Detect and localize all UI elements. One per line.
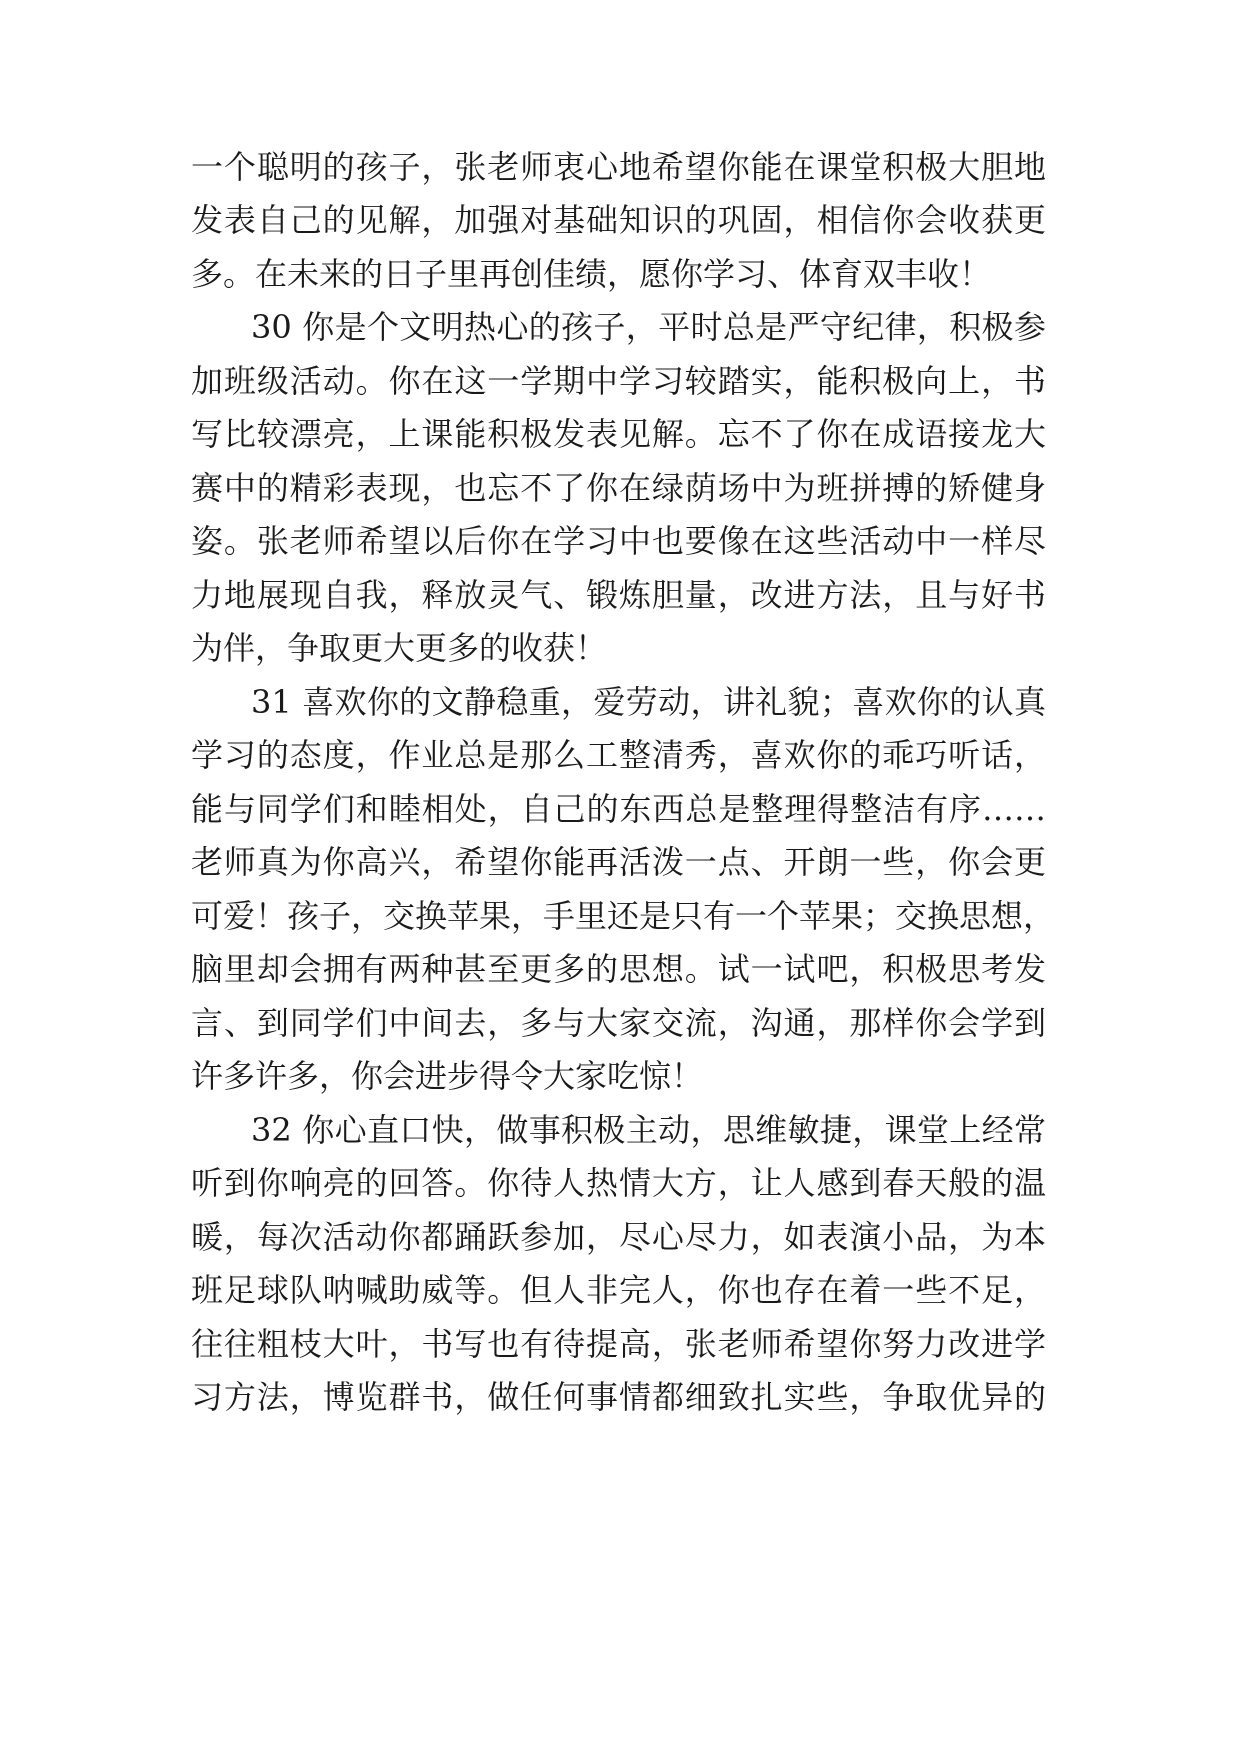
text-line: 能与同学们和睦相处，自己的东西总是整理得整洁有序…… <box>191 790 1046 828</box>
paragraph-30-first-line: 30 你是个文明热心的孩子，平时总是严守纪律，积极参 <box>251 308 1046 346</box>
text-line: 发表自己的见解，加强对基础知识的巩固，相信你会收获更 <box>191 201 1046 239</box>
text-line: 加班级活动。你在这一学期中学习较踏实，能积极向上，书 <box>191 362 1046 400</box>
text-line: 习方法，博览群书，做任何事情都细致扎实些，争取优异的 <box>191 1378 1046 1416</box>
text-line: 班足球队呐喊助威等。但人非完人，你也存在着一些不足， <box>191 1271 1046 1309</box>
text-line: 可爱！孩子，交换苹果，手里还是只有一个苹果；交换思想， <box>191 897 1056 935</box>
text-line: 力地展现自我，释放灵气、锻炼胆量，改进方法，且与好书 <box>191 576 1046 614</box>
text-line: 一个聪明的孩子，张老师衷心地希望你能在课堂积极大胆地 <box>191 148 1046 186</box>
text-line: 脑里却会拥有两种甚至更多的思想。试一试吧，积极思考发 <box>191 950 1046 988</box>
text-line: 姿。张老师希望以后你在学习中也要像在这些活动中一样尽 <box>191 522 1046 560</box>
text-line: 往往粗枝大叶，书写也有待提高，张老师希望你努力改进学 <box>191 1325 1046 1363</box>
text-line: 许多许多，你会进步得令大家吃惊！ <box>191 1057 704 1095</box>
text-line: 听到你响亮的回答。你待人热情大方，让人感到春天般的温 <box>191 1164 1046 1202</box>
text-line: 赛中的精彩表现，也忘不了你在绿荫场中为班拼搏的矫健身 <box>191 469 1046 507</box>
text-line: 言、到同学们中间去，多与大家交流，沟通，那样你会学到 <box>191 1004 1046 1042</box>
text-line: 多。在未来的日子里再创佳绩，愿你学习、体育双丰收！ <box>191 255 992 293</box>
paragraph-31-first-line: 31 喜欢你的文静稳重，爱劳动，讲礼貌；喜欢你的认真 <box>251 683 1046 721</box>
text-line: 为伴，争取更大更多的收获！ <box>191 629 608 667</box>
text-line: 学习的态度，作业总是那么工整清秀，喜欢你的乖巧听话， <box>191 736 1046 774</box>
paragraph-32-first-line: 32 你心直口快，做事积极主动，思维敏捷，课堂上经常 <box>251 1111 1046 1149</box>
text-line: 暖，每次活动你都踊跃参加，尽心尽力，如表演小品，为本 <box>191 1218 1046 1256</box>
text-line: 写比较漂亮，上课能积极发表见解。忘不了你在成语接龙大 <box>191 415 1046 453</box>
text-line: 老师真为你高兴，希望你能再活泼一点、开朗一些，你会更 <box>191 843 1046 881</box>
